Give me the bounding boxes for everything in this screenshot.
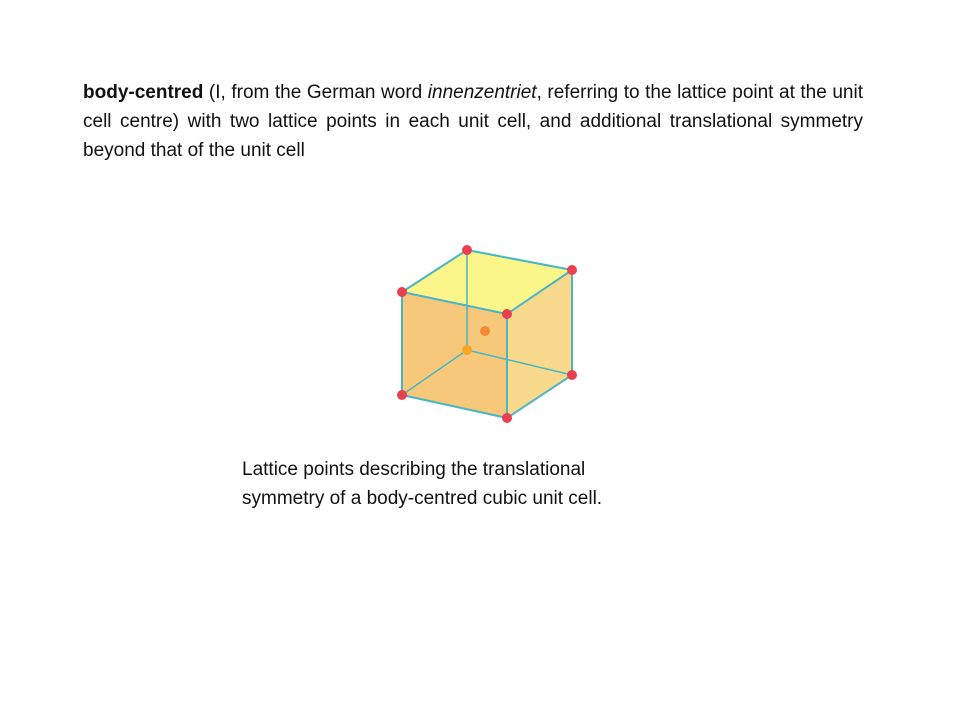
corner-lattice-point — [397, 287, 407, 297]
corner-lattice-point — [462, 245, 472, 255]
body-center-lattice-point — [480, 326, 490, 336]
corner-lattice-point — [502, 413, 512, 423]
corner-lattice-point — [397, 390, 407, 400]
caption-line-2: symmetry of a body-centred cubic unit cell. — [242, 488, 603, 509]
corner-lattice-point — [502, 309, 512, 319]
bcc-unit-cell-figure — [380, 230, 600, 440]
definition-paragraph — [83, 78, 863, 165]
definition-italic-word: innenzentriet — [427, 82, 537, 103]
figure-caption — [242, 455, 702, 513]
hidden-corner-lattice-point — [462, 345, 472, 355]
definition-text-before: (I, from the German word — [203, 82, 428, 103]
caption-line-1: Lattice points describing the translational — [242, 459, 586, 480]
corner-lattice-point — [567, 370, 577, 380]
definition-text-after: , referring to the lattice point at the unit cell centre) with two lattice points in each unit cell, and additional translational symmetry beyond that of the unit cell — [83, 82, 863, 161]
definition-term: body-centred — [83, 82, 204, 103]
corner-lattice-point — [567, 265, 577, 275]
